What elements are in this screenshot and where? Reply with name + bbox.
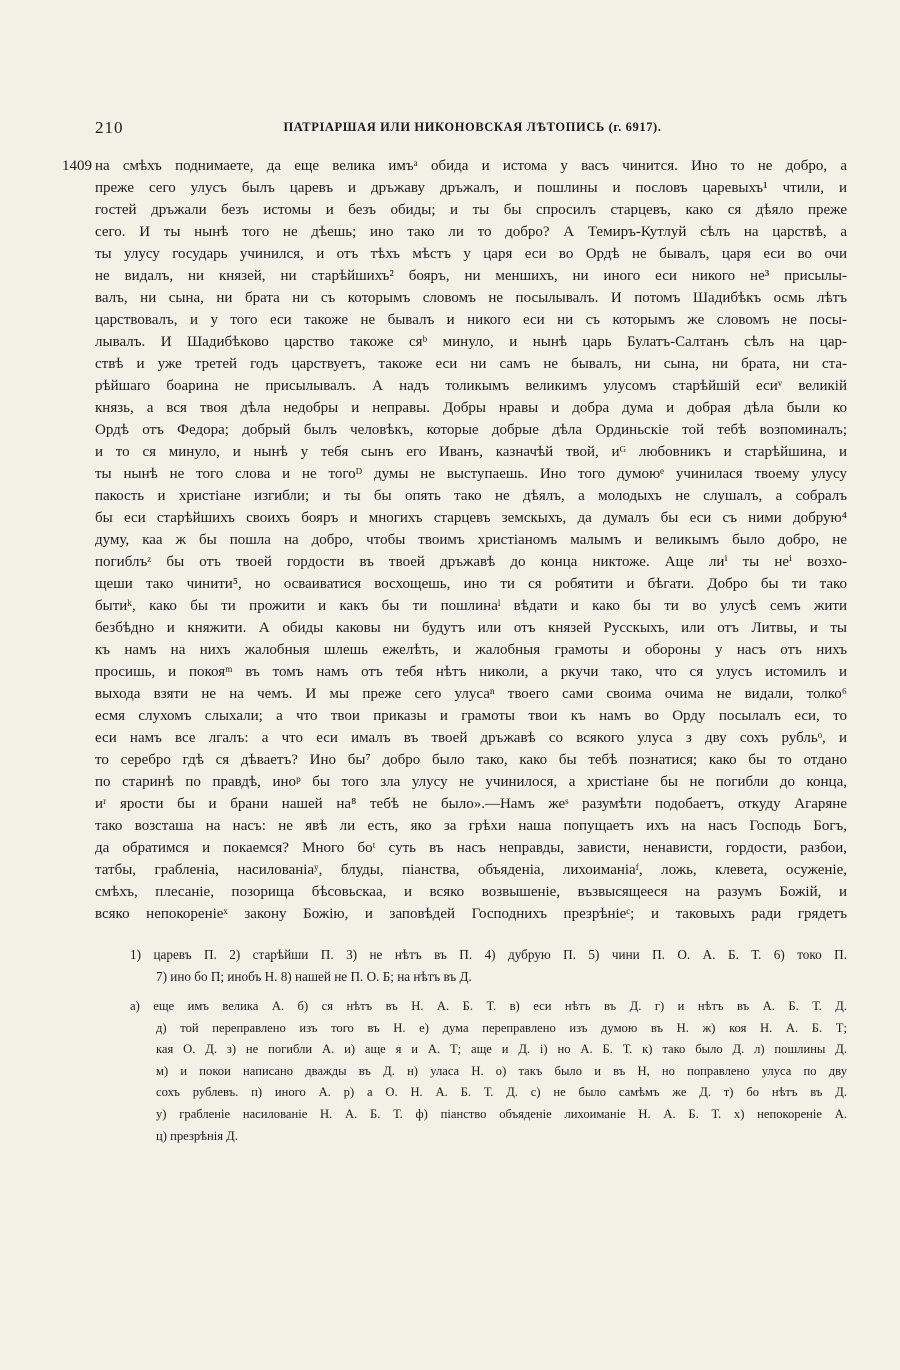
text-line: смѣхъ, плесаніе, позорища бѣсовьскаа, и всяко возвышеніе, възвысящееся на разумъ Божій, и <box>95 884 847 900</box>
text-line: на смѣхъ поднимаете, да еще велика имъᵃ обида и истома у васъ чинится. Ино то не добро, а <box>95 158 847 174</box>
text-line: погиблъᶻ бы отъ твоей гордости въ твоей дръжавѣ до конца никтоже. Аще лиⁱ ты неⁱ возхо- <box>95 554 847 570</box>
text-line: бы еси старѣйшихъ своихъ бояръ и многихъ старцевъ земскыхъ, да думалъ бы еси съ ними добрую⁴ <box>95 510 847 526</box>
variant-note-line: ц) презрѣнія Д. <box>156 1128 238 1143</box>
page-number: 210 <box>95 118 124 137</box>
text-line: ты нынѣ не того слова и не тогоᴰ думы не выступаешь. Ино того думоюᵉ учинилася твоему улусу <box>95 466 847 482</box>
text-line: Ордѣ отъ Федора; добрый былъ человѣкъ, которые добрые дѣла Ординьскіе той тебѣ возпоминалъ; <box>95 422 847 438</box>
text-line: къ намъ на нихъ жалобныя шлешь ежелѣть, и жалобныя грамоты и обороны у насъ отъ нихъ <box>95 642 847 658</box>
text-line: безбѣдно и княжити. А обиды каковы ни будутъ или отъ князей Русскыхъ, или отъ Литвы, и ты <box>95 620 847 636</box>
text-line: ствѣ и уже третей годъ царствуетъ, такоже еси ни самъ не бывалъ, ни сына, ни брата, ни ста- <box>95 356 847 372</box>
variant-note-line: а) еще имъ велика А. б) ся нѣтъ въ Н. А. Б. Т. в) еси нѣтъ въ Д. г) и нѣтъ въ А. Б. Т. Д. <box>130 999 847 1013</box>
variant-note-line: м) и покои написано дважды въ Д. н) уласа Н. о) такъ было и въ Н, но поправлено улуса по дву <box>156 1063 847 1078</box>
text-line: бытиᵏ, како бы ти прожити и какъ бы ти пошлинаˡ вѣдати и како бы ти во улусѣ семъ жити <box>95 598 847 614</box>
text-line: и то ся минуло, и нынѣ у тебя сынъ его Иванъ, казначѣй твой, иᴳ любовникъ и старѣйшина, и <box>95 444 847 460</box>
text-line: не видалъ, ни князей, ни старѣйшихъ² бояръ, ни меншихъ, ни иного еси никого не³ присылы- <box>95 268 847 284</box>
text-line: есмя слухомъ слыхали; а что твои приказы и грамоты твои къ намъ во Орду посылалъ еси, то <box>95 708 847 724</box>
variant-note-line: кая О. Д. з) не погибли А. и) аще я и А. Т; аще и Д. і) но А. Б. Т. к) тако было Д. л) пошлины Д. <box>156 1042 847 1057</box>
variant-note-line: у) грабленіе насилованіе Н. А. Б. Т. ф) піанство объяденіе лихоиманіе Н. А. Б. Т. х) непокореніе А. <box>156 1106 847 1121</box>
footnote-line: 1) царевъ П. 2) старѣйши П. 3) не нѣтъ въ П. 4) дубрую П. 5) чини П. О. А. Б. Т. 6) токо П. <box>130 947 847 962</box>
footnote-line: 7) ино бо П; инобъ Н. 8) нашей не П. О. Б; на нѣтъ въ Д. <box>156 969 472 984</box>
variant-note-line: сохъ рублевъ. п) иного А. р) а О. Н. А. Б. Т. Д. с) не было самѣмъ же Д. т) бо нѣтъ въ Д. <box>156 1085 847 1100</box>
text-line: царствовалъ, и у того еси такоже не бывалъ и никого еси ни съ которымъ же словомъ не посы- <box>95 312 847 328</box>
text-line: иʳ ярости бы и брани нашей на⁸ тебѣ не было».—Намъ жеˢ разумѣти подобаетъ, откуду Агаряне <box>95 796 847 812</box>
text-line: князь, а вся твоя дѣла недобры и неправы. Добры нравы и добра дума и добрая дѣла были ко <box>95 400 847 416</box>
text-line: щеши тако чинити⁵, но осваиватися восхощешь, ино ти ся робятити и бѣгати. Добро бы ти тако <box>95 576 847 592</box>
text-line: валъ, ни сына, ни брата ни съ которымъ словомъ не посылывалъ. И потомъ Шадибѣкъ осмь лѣтъ <box>95 290 847 306</box>
text-line: еси намъ все лгалъ: а что еси ималъ въ твоей дръжавѣ со всякого улуса з дву сохъ рубльᵒ, и <box>95 730 847 746</box>
footnotes-letter <box>130 996 847 1147</box>
text-line: сего. И ты нынѣ того не дѣешь; ино тако ли то добро? А Темиръ-Кутлуй сѣлъ на царствѣ, а <box>95 224 847 240</box>
main-text <box>95 155 847 925</box>
text-line: ты улусу государь учинился, и отъ тѣхъ мѣстъ у царя еси во Ордѣ не бывалъ, царя еси во очи <box>95 246 847 262</box>
text-line: тако возсташа на насъ: не явѣ ли есть, яко за грѣхи наша попущаетъ ихъ на насъ Господь Богъ, <box>95 818 847 834</box>
text-line: просишь, и покояᵐ въ томъ намъ отъ тебя нѣтъ николи, а ркучи тако, что ся улусъ истомилъ и <box>95 664 847 680</box>
text-line: всяко непокореніеˣ закону Божію, и заповѣдей Господнихъ презрѣніеᶜ; и таковыхъ ради грядетъ <box>95 906 847 922</box>
text-line: пакость и христіане изгибли; и ты бы опять тако не дѣялъ, а молодыхъ не слушалъ, а собралъ <box>95 488 847 504</box>
text-line: преже сего улусъ былъ царевъ и дръжаву дръжалъ, и пошлины и пословъ царевыхъ¹ чтили, и <box>95 180 847 196</box>
running-title: ПАТРІАРШАЯ ИЛИ НИКОНОВСКАЯ ЛѢТОПИСЬ (г. 6917). <box>283 120 662 134</box>
text-line: рѣйшаго боарина не присылывалъ. А надъ толикымъ великимъ улусомъ старѣйшій есиᵛ великій <box>95 378 847 394</box>
text-line: думу, каа ж бы пошла на добро, чтобы твоимъ христіаномъ малымъ и великымъ было добро, не <box>95 532 847 548</box>
footnotes-numeric <box>130 944 847 988</box>
year-marginal-note: 1409 <box>62 158 92 174</box>
text-line: гостей дръжали безъ истомы и безъ обиды; и ты бы спросилъ старцевъ, како ся дѣяло преже <box>95 202 847 218</box>
text-line: лывалъ. И Шадибѣково царство такоже сяᵇ минуло, и нынѣ царь Булатъ-Салтанъ сѣлъ на цар- <box>95 334 847 350</box>
text-line: по старинѣ по правдѣ, иноᵖ бы того зла улусу не учинилося, а христіане бы не погибли до конца, <box>95 774 847 790</box>
text-line: татбы, грабленіа, насилованіаʸ, блуды, піанства, объяденіа, лихоиманіаᶠ, ложь, клевета, осуженіе, <box>95 862 847 878</box>
page-header <box>95 118 850 140</box>
text-line: то серебро гдѣ ся дѣваетъ? Ино бы⁷ добро было тако, како бы тебѣ познатися; како бы то отдано <box>95 752 847 768</box>
text-line: да обратимся и покаемся? Много боᵗ суть въ насъ неправды, зависти, ненависти, гордости, разбои, <box>95 840 847 856</box>
variant-note-line: д) той переправлено изъ того въ Н. е) дума переправлено изъ думою въ Н. ж) коя Н. А. Б. Т; <box>156 1020 847 1035</box>
text-line: выхода взяти не на чемъ. И мы преже сего улусаⁿ твоего сами своима очима не видали, толко⁶ <box>95 686 847 702</box>
